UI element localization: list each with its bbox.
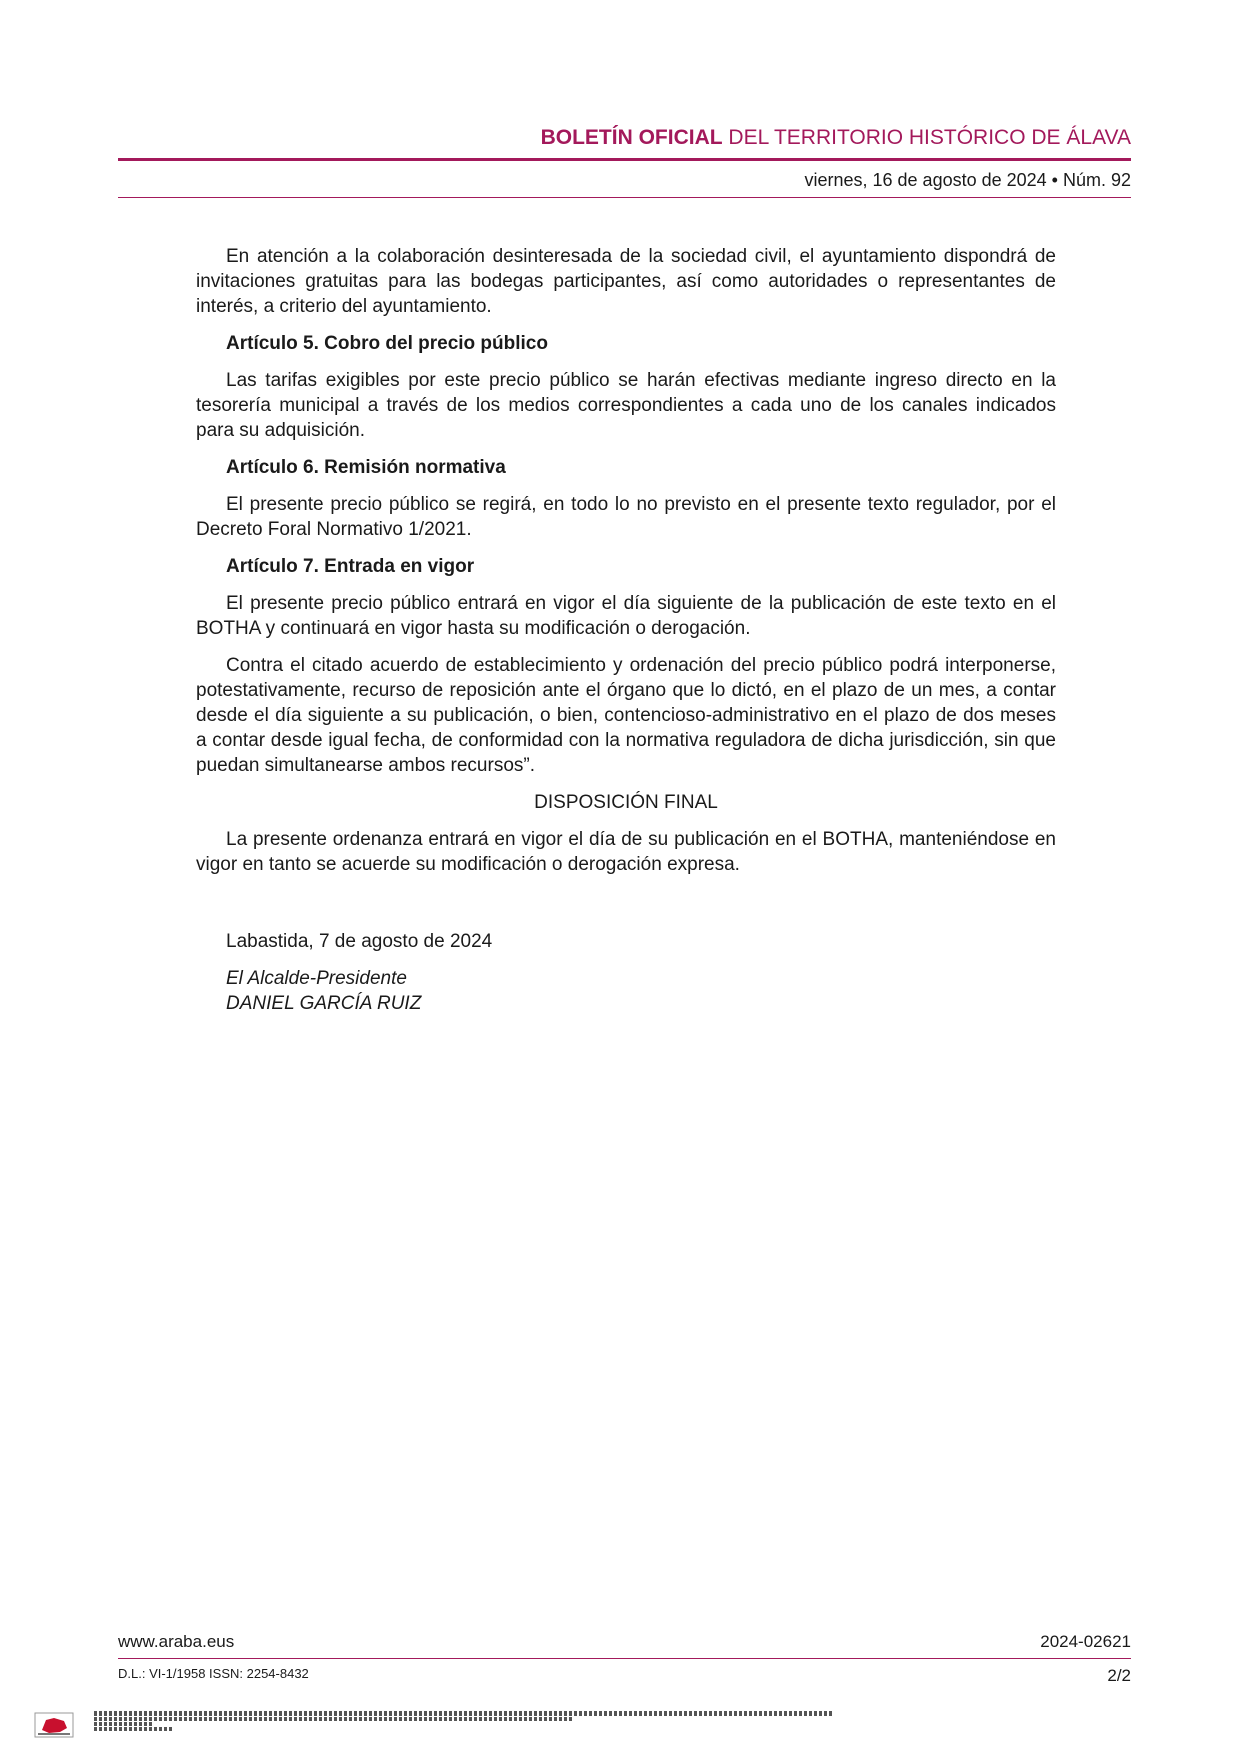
signature-place-date: Labastida, 7 de agosto de 2024 — [226, 931, 493, 952]
footer-page-number: 2/2 — [1107, 1666, 1131, 1685]
footer-legal-deposit: D.L.: VI-1/1958 ISSN: 2254-8432 — [118, 1666, 309, 1681]
article-7-heading: Artículo 7. Entrada en vigor — [226, 556, 475, 577]
bulletin-title-bold: BOLETÍN OFICIAL — [540, 126, 723, 149]
article-5-text: Las tarifas exigibles por este precio público se harán efectivas mediante ingreso directo en la tesorería municipal a través de los medios correspondientes a cada uno de los canales indicados para su adquisición. — [196, 370, 1056, 441]
appeal-paragraph: Contra el citado acuerdo de establecimiento y ordenación del precio público podrá interponerse, potestativamente, recurso de reposición ante el órgano que lo dictó, en el plazo de un mes, a contar desde el día siguiente a su publicación, o bien, contencioso-administrativo en el plazo de dos meses a contar desde igual fecha, de conformidad con la normativa reguladora de dicha jurisdicción, sin que puedan simultanearse ambos recursos”. — [196, 655, 1056, 776]
footer-rule — [118, 1658, 1131, 1659]
article-7-text: El presente precio público entrará en vigor el día siguiente de la publicación de este texto en el BOTHA y continuará en vigor hasta su modificación o derogación. — [196, 593, 1056, 639]
signature-name: DANIEL GARCÍA RUIZ — [226, 993, 422, 1014]
paragraph-invitations: En atención a la colaboración desinteresada de la sociedad civil, el ayuntamiento dispondrá de invitaciones gratuitas para las bodegas participantes, así como autoridades o representantes de interés, a criterio del ayuntamiento. — [196, 246, 1056, 317]
header-rule-thick — [118, 158, 1131, 161]
header-rule-thin — [118, 197, 1131, 198]
final-provision-text: La presente ordenanza entrará en vigor el día de su publicación en el BOTHA, manteniéndose en vigor en tanto se acuerde su modificación o derogación expresa. — [196, 829, 1056, 875]
footer-document-number: 2024-02621 — [1040, 1632, 1131, 1651]
document-body — [196, 244, 1056, 889]
issue-date-number: viernes, 16 de agosto de 2024 • Núm. 92 — [804, 170, 1131, 190]
signature-role: El Alcalde-Presidente — [226, 968, 407, 989]
bulletin-title — [541, 126, 1131, 150]
article-6-heading: Artículo 6. Remisión normativa — [226, 457, 506, 478]
footer-website-link[interactable]: www.araba.eus — [118, 1632, 235, 1651]
article-6-text: El presente precio público se regirá, en todo lo no previsto en el presente texto regulador, por el Decreto Foral Normativo 1/2021. — [196, 494, 1056, 540]
article-5-heading: Artículo 5. Cobro del precio público — [226, 333, 548, 354]
electronic-signature-details — [94, 1711, 854, 1731]
bulletin-title-rest: DEL TERRITORIO HISTÓRICO DE ÁLAVA — [722, 126, 1131, 149]
electronic-signature-seal-icon — [34, 1712, 74, 1738]
final-provision-heading: DISPOSICIÓN FINAL — [534, 792, 718, 813]
